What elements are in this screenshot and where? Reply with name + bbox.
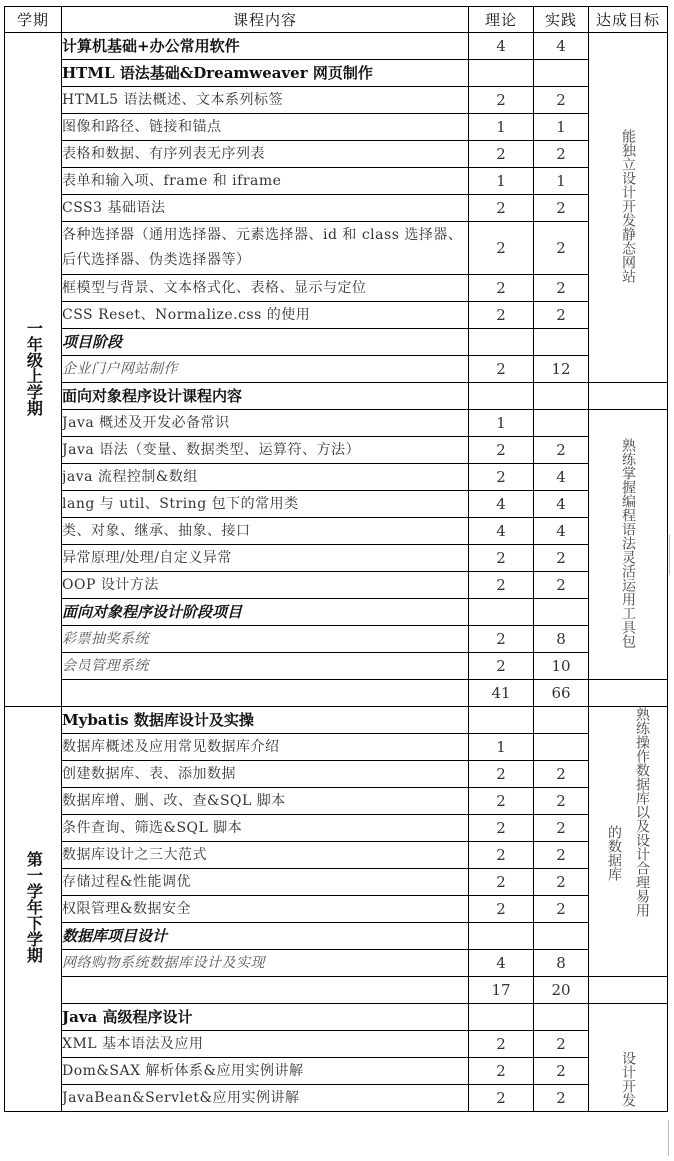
row-theory: 2 <box>469 842 534 869</box>
row-theory: 2 <box>469 1031 534 1058</box>
row-content: XML 基本语法及应用 <box>62 1031 469 1058</box>
table-row <box>5 950 668 977</box>
subtotal-theory: 17 <box>469 977 534 1004</box>
row-content: JavaBean&Servlet&应用实例讲解 <box>62 1085 469 1112</box>
table-row <box>5 815 668 842</box>
row-theory <box>469 707 534 734</box>
row-content: 创建数据库、表、添加数据 <box>62 761 469 788</box>
row-practice <box>534 383 589 410</box>
row-content-text: HTML 语法基础&Dreamweaver 网页制作 <box>62 64 373 82</box>
goal-database-text-group <box>589 707 667 917</box>
row-content: HTML5 语法概述、文本系列标签 <box>62 87 469 114</box>
row-content: 异常原理/处理/自定义异常 <box>62 545 469 572</box>
row-content: 存储过程&性能调优 <box>62 869 469 896</box>
row-theory: 1 <box>469 734 534 761</box>
row-content: 数据库增、删、改、查&SQL 脚本 <box>62 788 469 815</box>
row-content: 彩票抽奖系统 <box>62 626 469 653</box>
header-goal: 达成目标 <box>589 7 668 33</box>
row-practice: 4 <box>534 464 589 491</box>
row-theory: 1 <box>469 410 534 437</box>
row-practice: 2 <box>534 788 589 815</box>
row-theory: 2 <box>469 222 534 275</box>
row-content: 数据库设计之三大范式 <box>62 842 469 869</box>
row-practice: 2 <box>534 1085 589 1112</box>
goal-programming-syntax <box>589 410 668 680</box>
row-content: 类、对象、继承、抽象、接口 <box>62 518 469 545</box>
table-row <box>5 383 668 410</box>
table-row <box>5 788 668 815</box>
table-row <box>5 356 668 383</box>
table-row <box>5 896 668 923</box>
table-row <box>5 545 668 572</box>
row-theory: 1 <box>469 168 534 195</box>
row-practice: 2 <box>534 869 589 896</box>
table-row <box>5 302 668 329</box>
row-content: 计算机基础+办公常用软件 <box>62 33 469 60</box>
row-theory: 2 <box>469 356 534 383</box>
row-theory: 2 <box>469 572 534 599</box>
row-content: 面向对象程序设计课程内容 <box>62 383 469 410</box>
row-content: 表格和数据、有序列表无序列表 <box>62 141 469 168</box>
row-practice <box>534 734 589 761</box>
goal-static-website <box>589 33 668 383</box>
row-practice: 4 <box>534 518 589 545</box>
table-row <box>5 60 668 87</box>
row-content: 会员管理系统 <box>62 653 469 680</box>
row-content: Java 高级程序设计 <box>62 1004 469 1031</box>
row-theory <box>469 1004 534 1031</box>
row-practice: 2 <box>534 141 589 168</box>
row-practice: 2 <box>534 545 589 572</box>
goal-database-main-text: 熟练操作数据库以及设计合理易用 <box>634 707 650 917</box>
row-practice: 2 <box>534 896 589 923</box>
row-theory: 2 <box>469 87 534 114</box>
row-theory: 2 <box>469 815 534 842</box>
row-practice: 2 <box>534 815 589 842</box>
row-content: Java 语法（变量、数据类型、运算符、方法） <box>62 437 469 464</box>
subtotal-practice: 20 <box>534 977 589 1004</box>
row-theory: 4 <box>469 491 534 518</box>
row-practice: 8 <box>534 626 589 653</box>
table-row <box>5 410 668 437</box>
row-practice: 1 <box>534 168 589 195</box>
table-row <box>5 33 668 60</box>
row-theory: 1 <box>469 114 534 141</box>
table-row <box>5 599 668 626</box>
goal-design-dev-text: 设计开发 <box>620 1051 636 1107</box>
row-content: 权限管理&数据安全 <box>62 896 469 923</box>
row-theory <box>469 923 534 950</box>
row-content: Dom&SAX 解析体系&应用实例讲解 <box>62 1058 469 1085</box>
row-practice <box>534 599 589 626</box>
row-theory: 2 <box>469 761 534 788</box>
row-theory: 2 <box>469 788 534 815</box>
row-content: CSS Reset、Normalize.css 的使用 <box>62 302 469 329</box>
row-content: Mybatis 数据库设计及实操 <box>62 707 469 734</box>
table-row <box>5 195 668 222</box>
row-theory: 2 <box>469 896 534 923</box>
table-row <box>5 572 668 599</box>
row-content: 条件查询、筛选&SQL 脚本 <box>62 815 469 842</box>
row-practice <box>534 707 589 734</box>
table-row <box>5 329 668 356</box>
table-row <box>5 923 668 950</box>
goal-programming-syntax-text: 熟练掌握编程语法灵活运用工具包 <box>620 437 636 648</box>
row-theory: 2 <box>469 1058 534 1085</box>
row-practice: 2 <box>534 302 589 329</box>
row-content: CSS3 基础语法 <box>62 195 469 222</box>
row-content: 企业门户网站制作 <box>62 356 469 383</box>
table-row <box>5 1004 668 1031</box>
row-theory: 2 <box>469 302 534 329</box>
table-row <box>5 491 668 518</box>
row-practice: 2 <box>534 1031 589 1058</box>
row-theory <box>469 383 534 410</box>
row-practice: 2 <box>534 275 589 302</box>
subtotal-row <box>5 680 668 707</box>
row-theory: 2 <box>469 545 534 572</box>
table-row <box>5 653 668 680</box>
row-content <box>62 680 469 707</box>
term-second-semester <box>5 707 62 1112</box>
row-practice: 8 <box>534 950 589 977</box>
header-content: 课程内容 <box>62 7 469 33</box>
page-edge-mark <box>669 535 674 575</box>
row-practice: 10 <box>534 653 589 680</box>
goal-empty <box>589 680 668 707</box>
row-practice: 4 <box>534 491 589 518</box>
row-content: 图像和路径、链接和锚点 <box>62 114 469 141</box>
subtotal-row <box>5 977 668 1004</box>
row-content <box>62 60 469 87</box>
table-row <box>5 168 668 195</box>
table-row <box>5 141 668 168</box>
row-theory: 2 <box>469 464 534 491</box>
row-theory: 2 <box>469 869 534 896</box>
row-content: 框模型与背景、文本格式化、表格、显示与定位 <box>62 275 469 302</box>
table-row <box>5 87 668 114</box>
table-row <box>5 626 668 653</box>
page-edge-mark <box>668 1120 673 1156</box>
goal-empty <box>589 383 668 410</box>
row-content: 表单和输入项、frame 和 iframe <box>62 168 469 195</box>
goal-database-sub-text: 的数据库 <box>606 825 622 881</box>
header-term: 学期 <box>5 7 62 33</box>
row-theory: 2 <box>469 275 534 302</box>
table-row <box>5 869 668 896</box>
row-theory: 4 <box>469 33 534 60</box>
header-row <box>5 7 668 33</box>
table-row <box>5 275 668 302</box>
table-row <box>5 1085 668 1112</box>
row-practice: 4 <box>534 33 589 60</box>
row-practice: 1 <box>534 114 589 141</box>
row-theory: 4 <box>469 950 534 977</box>
row-content: lang 与 util、String 包下的常用类 <box>62 491 469 518</box>
table-row <box>5 222 668 275</box>
row-practice: 2 <box>534 437 589 464</box>
row-content: 数据库项目设计 <box>62 923 469 950</box>
row-theory: 2 <box>469 653 534 680</box>
row-content: 项目阶段 <box>62 329 469 356</box>
row-practice: 2 <box>534 572 589 599</box>
goal-database <box>589 707 668 977</box>
row-content: 面向对象程序设计阶段项目 <box>62 599 469 626</box>
row-practice <box>534 329 589 356</box>
term-first-label: 一年级上学期 <box>24 319 44 416</box>
row-theory: 2 <box>469 626 534 653</box>
row-practice: 2 <box>534 195 589 222</box>
row-theory <box>469 60 534 87</box>
row-practice <box>534 60 589 87</box>
row-theory: 2 <box>469 437 534 464</box>
row-practice: 2 <box>534 842 589 869</box>
row-content: java 流程控制&数组 <box>62 464 469 491</box>
row-practice: 12 <box>534 356 589 383</box>
row-theory <box>469 329 534 356</box>
curriculum-table <box>4 6 668 1112</box>
table-row <box>5 464 668 491</box>
row-content <box>62 977 469 1004</box>
goal-design-dev <box>589 1004 668 1112</box>
subtotal-theory: 41 <box>469 680 534 707</box>
goal-static-website-text: 能独立设计开发静态网站 <box>620 128 636 283</box>
row-practice: 2 <box>534 87 589 114</box>
header-practice: 实践 <box>534 7 589 33</box>
goal-empty <box>589 977 668 1004</box>
row-theory <box>469 599 534 626</box>
row-theory: 2 <box>469 1085 534 1112</box>
table-row <box>5 114 668 141</box>
row-practice <box>534 410 589 437</box>
row-practice: 2 <box>534 1058 589 1085</box>
header-theory: 理论 <box>469 7 534 33</box>
row-practice <box>534 923 589 950</box>
row-theory: 4 <box>469 518 534 545</box>
row-content: 数据库概述及应用常见数据库介绍 <box>62 734 469 761</box>
row-practice: 2 <box>534 222 589 275</box>
row-content: OOP 设计方法 <box>62 572 469 599</box>
row-practice <box>534 1004 589 1031</box>
row-theory: 2 <box>469 195 534 222</box>
table-row <box>5 1031 668 1058</box>
row-content: 网络购物系统数据库设计及实现 <box>62 950 469 977</box>
table-row <box>5 707 668 734</box>
term-first-semester <box>5 33 62 707</box>
table-row <box>5 1058 668 1085</box>
row-theory: 2 <box>469 141 534 168</box>
table-row <box>5 518 668 545</box>
row-practice: 2 <box>534 761 589 788</box>
table-row <box>5 734 668 761</box>
table-row <box>5 842 668 869</box>
subtotal-practice: 66 <box>534 680 589 707</box>
table-row <box>5 437 668 464</box>
row-content: 各种选择器（通用选择器、元素选择器、id 和 class 选择器、后代选择器、伪类选择器等） <box>62 222 469 275</box>
row-content: Java 概述及开发必备常识 <box>62 410 469 437</box>
term-second-label: 第一学年下学期 <box>24 851 44 963</box>
table-row <box>5 761 668 788</box>
